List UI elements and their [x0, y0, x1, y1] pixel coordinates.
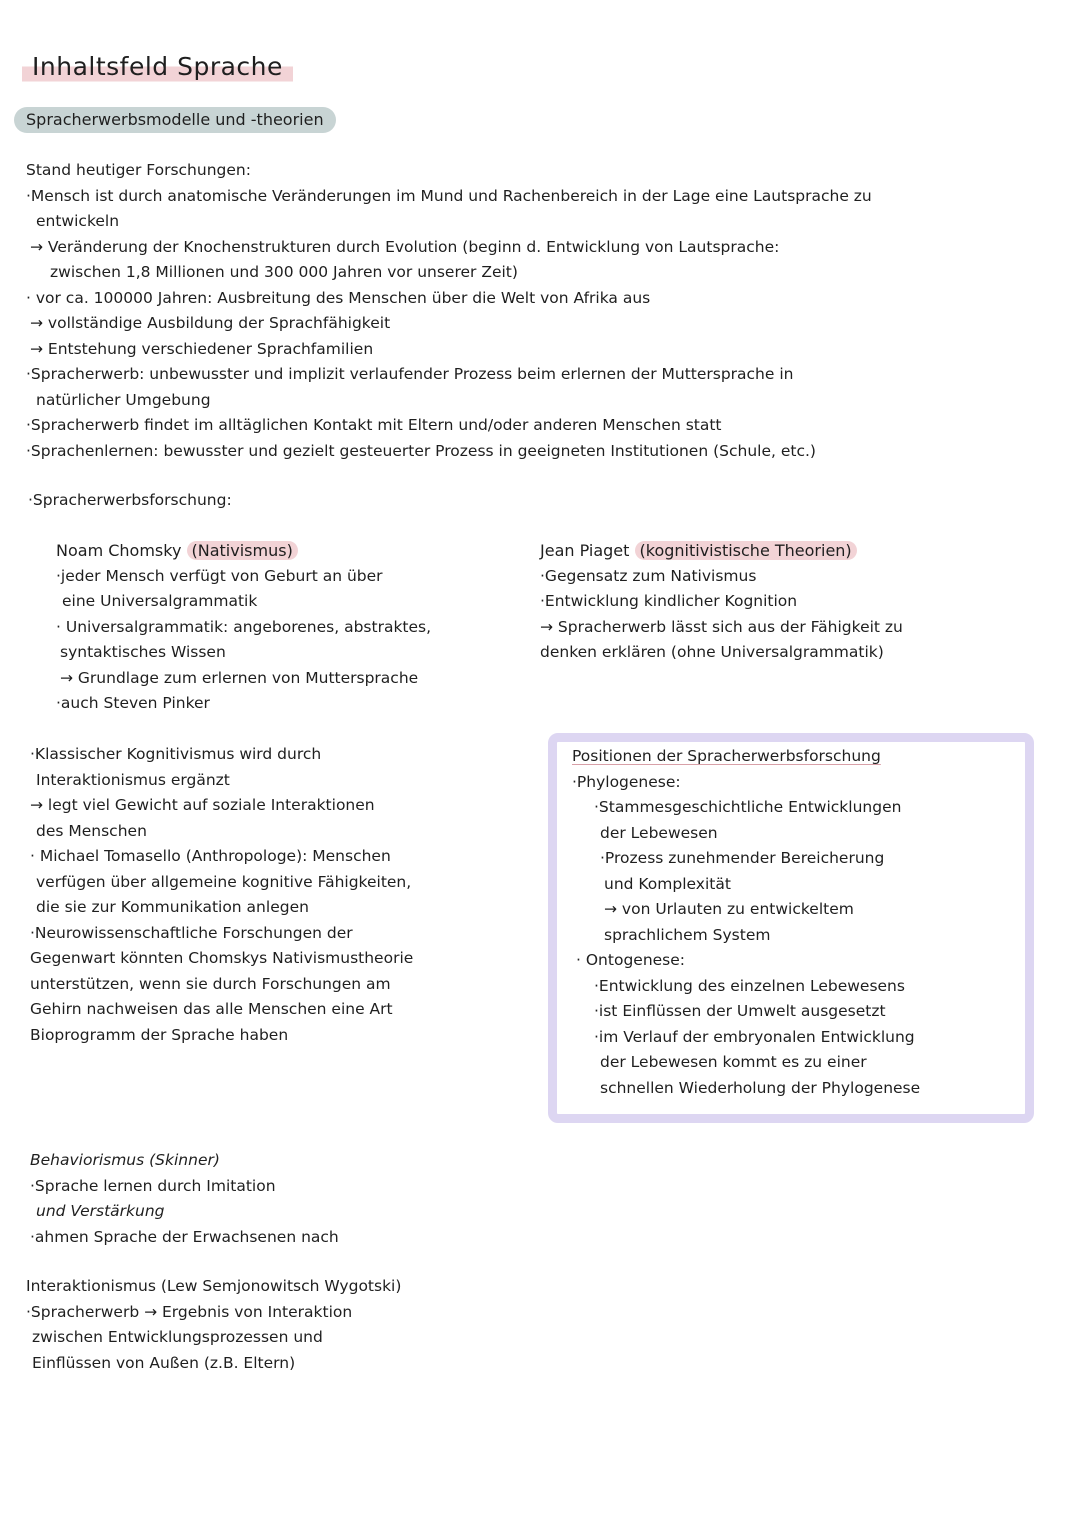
- behav-line: ·Sprache lernen durch Imitation: [30, 1176, 276, 1195]
- stand-line: → Veränderung der Knochenstrukturen durch Evolution (beginn d. Entwicklung von Lautsprache:: [30, 237, 780, 256]
- chomsky-block: [56, 538, 431, 717]
- kog-line: → legt viel Gewicht auf soziale Interaktionen: [30, 796, 375, 814]
- piaget-name: Jean Piaget: [540, 541, 630, 560]
- kog-line: verfügen über allgemeine kognitive Fähigkeiten,: [36, 872, 412, 891]
- onto-line: ·im Verlauf der embryonalen Entwicklung: [594, 1027, 915, 1046]
- piaget-block: [540, 538, 903, 666]
- chomsky-line: syntaktisches Wissen: [60, 643, 226, 661]
- kog-line: Interaktionismus ergänzt: [36, 770, 230, 789]
- stand-line: entwickeln: [36, 212, 120, 230]
- piaget-line: ·Gegensatz zum Nativismus: [540, 566, 757, 585]
- chomsky-line: → Grundlage zum erlernen von Muttersprache: [60, 668, 419, 687]
- chomsky-line: eine Universalgrammatik: [62, 592, 258, 610]
- phylogenese-heading: ·Phylogenese:: [572, 772, 681, 791]
- behav-line: und Verstärkung: [36, 1202, 165, 1220]
- kog-line: unterstützen, wenn sie durch Forschungen am: [30, 974, 391, 993]
- behav-line: ·ahmen Sprache der Erwachsenen nach: [30, 1227, 339, 1246]
- stand-line: → Entstehung verschiedener Sprachfamilien: [30, 339, 374, 358]
- interaktionismus-heading: Interaktionismus (Lew Semjonowitsch Wygotski): [26, 1277, 402, 1295]
- chomsky-name: Noam Chomsky: [56, 541, 182, 560]
- stand-heading: Stand heutiger Forschungen:: [26, 161, 251, 179]
- positionen-title: Positionen der Spracherwerbsforschung: [572, 747, 881, 765]
- chomsky-tag: (Nativismus): [187, 541, 298, 560]
- kog-line: des Menschen: [36, 821, 147, 840]
- piaget-line: denken erklären (ohne Universalgrammatik): [540, 643, 884, 661]
- stand-section: [26, 158, 872, 464]
- kog-line: Bioprogramm der Sprache haben: [30, 1025, 289, 1044]
- onto-line: der Lebewesen kommt es zu einer: [600, 1053, 867, 1071]
- behaviorismus-heading: Behaviorismus (Skinner): [30, 1151, 220, 1169]
- kog-line: die sie zur Kommunikation anlegen: [36, 898, 309, 916]
- behaviorismus-block: [30, 1148, 339, 1250]
- phylo-line: ·Prozess zunehmender Bereicherung: [600, 849, 885, 867]
- stand-line: zwischen 1,8 Millionen und 300 000 Jahren vor unserer Zeit): [50, 263, 518, 281]
- interaktionismus-block: [26, 1274, 401, 1376]
- chomsky-line: ·auch Steven Pinker: [56, 694, 210, 712]
- piaget-line: ·Entwicklung kindlicher Kognition: [540, 592, 798, 610]
- kognitivismus-block: [30, 742, 413, 1048]
- chomsky-line: · Universalgrammatik: angeborenes, abstraktes,: [56, 617, 432, 636]
- phylo-line: sprachlichem System: [604, 925, 771, 944]
- stand-line: → vollständige Ausbildung der Sprachfähigkeit: [30, 314, 391, 332]
- chomsky-line: ·jeder Mensch verfügt von Geburt an über: [56, 566, 383, 585]
- stand-line: · vor ca. 100000 Jahren: Ausbreitung des Menschen über die Welt von Afrika aus: [26, 288, 651, 307]
- stand-line: ·Spracherwerb findet im alltäglichen Kontakt mit Eltern und/oder anderen Menschen statt: [26, 416, 722, 434]
- phylo-line: und Komplexität: [604, 874, 731, 893]
- piaget-line: → Spracherwerb lässt sich aus der Fähigkeit zu: [540, 617, 903, 636]
- kog-line: Gegenwart könnten Chomskys Nativismustheorie: [30, 949, 414, 967]
- phylo-line: der Lebewesen: [600, 823, 718, 842]
- onto-line: schnellen Wiederholung der Phylogenese: [600, 1078, 921, 1097]
- kog-line: ·Neurowissenschaftliche Forschungen der: [30, 923, 353, 942]
- phylo-line: ·Stammesgeschichtliche Entwicklungen: [594, 798, 902, 816]
- piaget-tag: (kognitivistische Theorien): [635, 541, 857, 560]
- kog-line: Gehirn nachweisen das alle Menschen eine Art: [30, 1000, 393, 1018]
- stand-line: ·Mensch ist durch anatomische Veränderungen im Mund und Rachenbereich in der Lage eine Lautsprache zu: [26, 186, 872, 205]
- page-title: Inhaltsfeld Sprache: [22, 50, 293, 84]
- kog-line: · Michael Tomasello (Anthropologe): Menschen: [30, 847, 391, 865]
- inter-line: zwischen Entwicklungsprozessen und: [32, 1328, 323, 1346]
- stand-line: ·Spracherwerb: unbewusster und implizit verlaufender Prozess beim erlernen der Muttersprache in: [26, 365, 794, 383]
- forschung-heading: ·Spracherwerbsforschung:: [28, 491, 232, 509]
- inter-line: ·Spracherwerb → Ergebnis von Interaktion: [26, 1302, 353, 1321]
- positionen-block: [572, 744, 920, 1101]
- onto-line: ·ist Einflüssen der Umwelt ausgesetzt: [594, 1002, 886, 1020]
- ontogenese-heading: · Ontogenese:: [576, 951, 686, 969]
- kog-line: ·Klassischer Kognitivismus wird durch: [30, 745, 322, 763]
- section-subtitle: Spracherwerbsmodelle und -theorien: [14, 107, 336, 133]
- inter-line: Einflüssen von Außen (z.B. Eltern): [32, 1353, 296, 1372]
- stand-line: ·Sprachenlernen: bewusster und gezielt gesteuerter Prozess in geeigneten Institutionen (Schule, etc.): [26, 441, 816, 460]
- stand-line: natürlicher Umgebung: [36, 390, 211, 409]
- onto-line: ·Entwicklung des einzelnen Lebewesens: [594, 976, 905, 995]
- phylo-line: → von Urlauten zu entwickeltem: [604, 900, 854, 918]
